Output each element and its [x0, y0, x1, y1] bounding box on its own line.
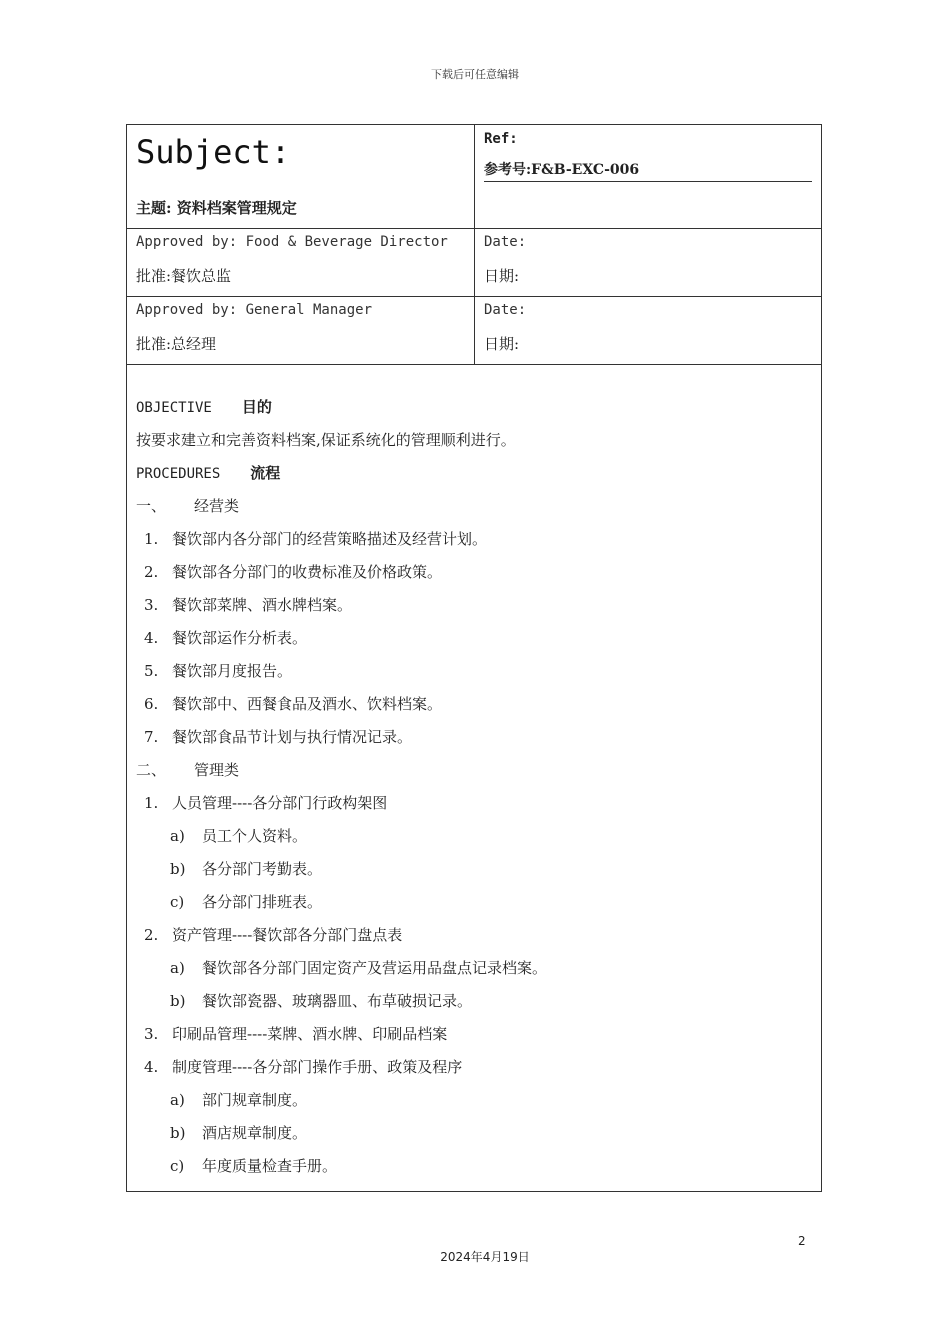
item-text: 餐饮部运作分析表。: [172, 629, 308, 647]
item-text: 餐饮部各分部门的收费标准及价格政策。: [172, 563, 443, 581]
item-text: 餐饮部各分部门固定资产及营运用品盘点记录档案。: [202, 959, 548, 977]
list-item: [144, 561, 442, 582]
item-text: 制度管理----各分部门操作手册、政策及程序: [172, 1058, 463, 1076]
section-1-title: 经营类: [194, 497, 240, 515]
procedures-en: PROCEDURES: [136, 466, 221, 482]
section-1-heading: [136, 495, 239, 516]
procedures-cn: 流程: [250, 464, 281, 482]
list-item: [144, 792, 387, 813]
objective-en: OBJECTIVE: [136, 400, 212, 416]
item-letter: b): [170, 860, 186, 878]
sub-list-item: [170, 891, 322, 912]
item-letter: b): [170, 1124, 186, 1142]
item-number: 5.: [144, 662, 159, 680]
list-item: [144, 1023, 447, 1044]
date-1-en: Date:: [484, 234, 527, 250]
item-text: 资产管理----餐饮部各分部门盘点表: [172, 926, 403, 944]
section-1-number: 一、: [136, 497, 167, 515]
item-number: 2.: [144, 563, 159, 581]
page-number: 2: [798, 1234, 806, 1248]
sub-list-item: [170, 990, 472, 1011]
item-number: 4.: [144, 629, 159, 647]
subject-cell: [127, 125, 475, 228]
date-2-cell: [475, 297, 821, 364]
list-item: [144, 660, 292, 681]
approval-row-2: [127, 297, 821, 365]
approval-1-cn: 批准:餐饮总监: [136, 267, 232, 285]
ref-label: Ref:: [484, 131, 518, 147]
item-text: 各分部门考勤表。: [202, 860, 323, 878]
list-item: [144, 924, 402, 945]
header-note: 下载后可任意编辑: [431, 68, 519, 81]
item-text: 餐饮部瓷器、玻璃器皿、布草破损记录。: [202, 992, 473, 1010]
item-letter: a): [170, 1091, 185, 1109]
item-text: 人员管理----各分部门行政构架图: [172, 794, 388, 812]
sub-list-item: [170, 858, 322, 879]
item-text: 部门规章制度。: [202, 1091, 308, 1109]
item-text: 酒店规章制度。: [202, 1124, 308, 1142]
list-item: [144, 1056, 462, 1077]
approval-row-1: [127, 229, 821, 297]
procedures-heading: [136, 462, 280, 483]
item-number: 3.: [144, 596, 159, 614]
item-text: 餐饮部月度报告。: [172, 662, 293, 680]
subject-chinese: 主题: 资料档案管理规定: [136, 199, 297, 217]
item-text: 餐饮部内各分部门的经营策略描述及经营计划。: [172, 530, 488, 548]
item-text: 餐饮部菜牌、酒水牌档案。: [172, 596, 353, 614]
item-letter: a): [170, 959, 185, 977]
item-number: 1.: [144, 794, 159, 812]
list-item: [144, 528, 487, 549]
item-number: 2.: [144, 926, 159, 944]
objective-heading: [136, 396, 272, 417]
item-text: 年度质量检查手册。: [202, 1157, 338, 1175]
sub-list-item: [170, 1122, 307, 1143]
item-number: 3.: [144, 1025, 159, 1043]
sub-list-item: [170, 957, 547, 978]
approval-1-en: Approved by: Food & Beverage Director: [136, 234, 448, 250]
date-2-cn: 日期:: [484, 335, 520, 353]
list-item: [144, 693, 442, 714]
list-item: [144, 726, 412, 747]
item-number: 1.: [144, 530, 159, 548]
item-text: 餐饮部中、西餐食品及酒水、饮料档案。: [172, 695, 443, 713]
item-text: 印刷品管理----菜牌、酒水牌、印刷品档案: [172, 1025, 448, 1043]
item-number: 6.: [144, 695, 159, 713]
item-letter: a): [170, 827, 185, 845]
section-2-heading: [136, 759, 239, 780]
item-text: 餐饮部食品节计划与执行情况记录。: [172, 728, 413, 746]
date-2-en: Date:: [484, 302, 527, 318]
ref-cell: [475, 125, 821, 228]
item-letter: b): [170, 992, 186, 1010]
form-frame: [126, 124, 822, 1192]
item-letter: c): [170, 893, 185, 911]
footer-date: 2024年4月19日: [440, 1250, 530, 1264]
sub-list-item: [170, 825, 307, 846]
approval-2-cell: [127, 297, 475, 364]
objective-cn: 目的: [241, 398, 272, 416]
item-letter: c): [170, 1157, 185, 1175]
subject-row: [127, 125, 821, 229]
subject-title: Subject:: [136, 133, 291, 171]
list-item: [144, 594, 352, 615]
list-item: [144, 627, 307, 648]
item-number: 4.: [144, 1058, 159, 1076]
item-text: 员工个人资料。: [202, 827, 308, 845]
approval-1-cell: [127, 229, 475, 296]
item-number: 7.: [144, 728, 159, 746]
sub-list-item: [170, 1089, 307, 1110]
date-1-cn: 日期:: [484, 267, 520, 285]
approval-2-en: Approved by: General Manager: [136, 302, 373, 318]
objective-text: 按要求建立和完善资料档案,保证系统化的管理顺利进行。: [136, 431, 516, 449]
section-2-number: 二、: [136, 761, 167, 779]
date-1-cell: [475, 229, 821, 296]
section-2-title: 管理类: [194, 761, 240, 779]
sub-list-item: [170, 1155, 337, 1176]
ref-value: 参考号:F&B-EXC-006: [484, 159, 812, 182]
item-text: 各分部门排班表。: [202, 893, 323, 911]
approval-2-cn: 批准:总经理: [136, 335, 217, 353]
